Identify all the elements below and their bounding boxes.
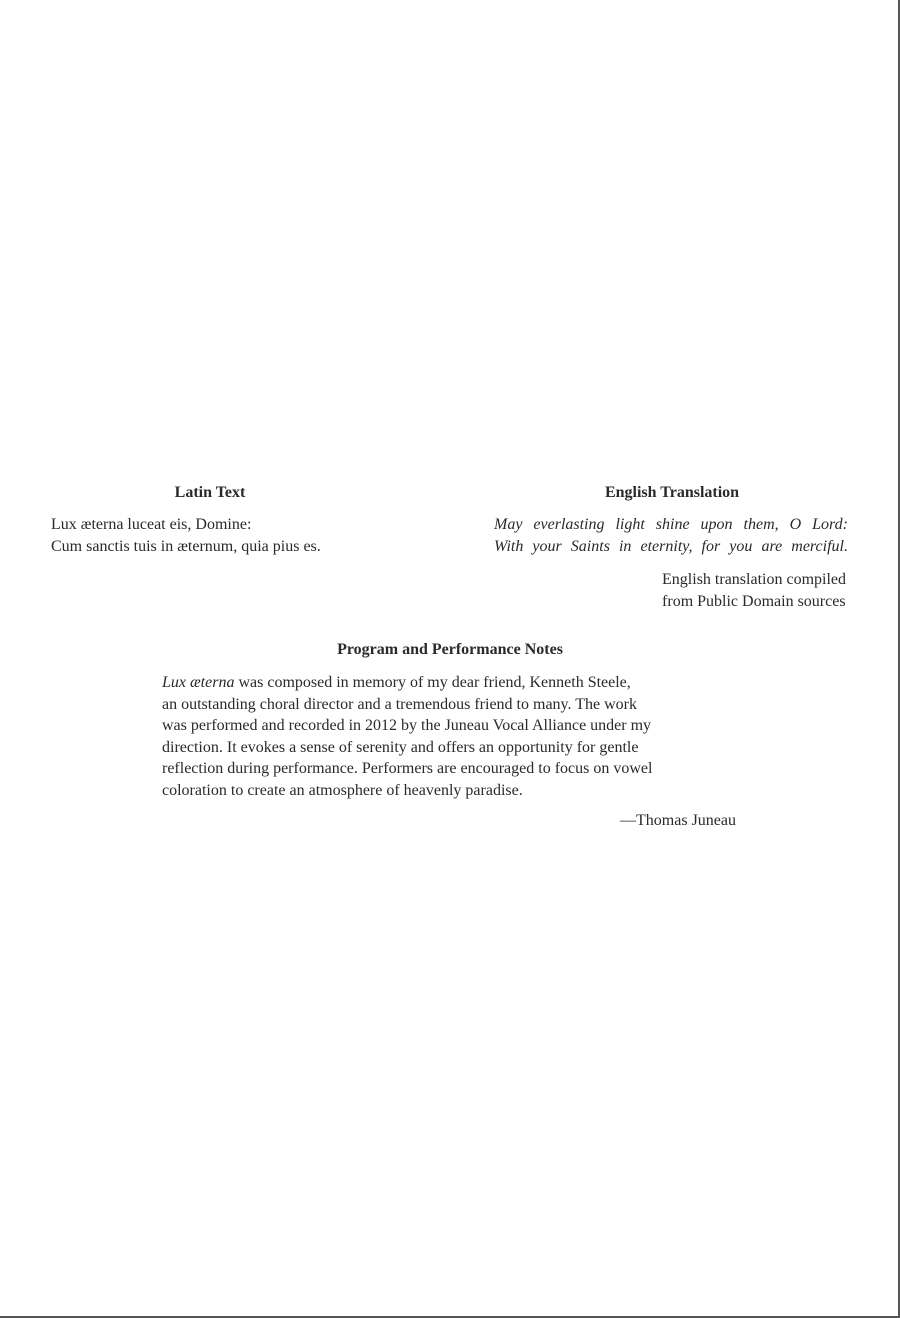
latin-text-heading: Latin Text [174, 484, 246, 501]
credit-line: from Public Domain sources [662, 593, 846, 610]
english-translation-block [494, 514, 848, 558]
program-notes-heading: Program and Performance Notes [337, 641, 563, 658]
notes-line: coloration to create an atmosphere of heavenly paradise. [162, 781, 523, 799]
latin-line: Lux æterna luceat eis, Domine: [51, 516, 252, 533]
notes-line [162, 672, 712, 694]
work-title: Lux æterna [162, 674, 235, 691]
translation-credit [662, 569, 846, 613]
credit-line: English translation compiled [662, 571, 846, 588]
signature: —Thomas Juneau [620, 812, 736, 829]
english-line: May everlasting light shine upon them, O Lord: [494, 516, 848, 533]
english-translation-heading: English Translation [604, 484, 740, 501]
program-notes-body [162, 672, 712, 801]
notes-line: was performed and recorded in 2012 by the Juneau Vocal Alliance under my [162, 717, 652, 734]
notes-line-rest: was composed in memory of my dear friend, Kenneth Steele, [234, 674, 631, 691]
latin-text-block [51, 514, 321, 558]
latin-line: Cum sanctis tuis in æternum, quia pius es. [51, 538, 321, 555]
notes-line: an outstanding choral director and a tremendous friend to many. The work [162, 695, 637, 713]
notes-line: reflection during performance. Performers are encouraged to focus on vowel [162, 760, 653, 777]
notes-line: direction. It evokes a sense of serenity and offers an opportunity for gentle [162, 738, 639, 756]
english-line: With your Saints in eternity, for you are merciful. [494, 538, 848, 555]
